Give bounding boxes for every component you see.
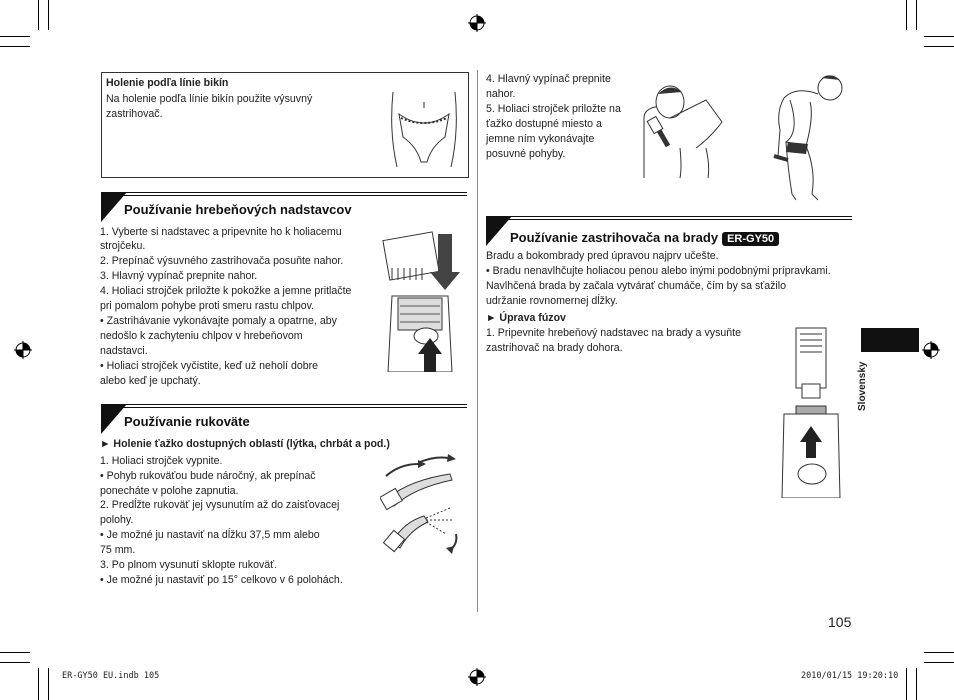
handle-illustration <box>380 452 466 556</box>
back-shaving-illustration <box>640 78 730 178</box>
crop-mark <box>0 652 30 653</box>
crop-mark <box>924 662 954 663</box>
handle-line: 75 mm. <box>100 544 136 556</box>
handle-line: polohy. <box>100 514 134 526</box>
beard-step-line: 1. Pripevnite hrebeňový nadstavec na brady a vysuňte <box>486 327 741 339</box>
comb-line: 3. Hlavný vypínač prepnite nahor. <box>100 270 258 282</box>
registration-mark-icon <box>468 668 486 686</box>
language-label: Slovensky <box>857 361 868 411</box>
crop-mark <box>906 0 907 30</box>
crop-mark <box>916 668 917 700</box>
comb-line: alebo keď je upchatý. <box>100 375 201 387</box>
registration-mark-icon <box>922 341 940 359</box>
right-step-line: ťažko dostupné miesto a <box>486 118 602 130</box>
comb-section-title: Používanie hrebeňových nadstavcov <box>124 202 352 217</box>
handle-line: ponecháte v polohe zapnutia. <box>100 485 239 497</box>
crop-mark <box>916 0 917 30</box>
right-step-line: posuvné pohyby. <box>486 148 566 160</box>
crop-mark <box>38 0 39 30</box>
bikini-text-line: zastrihovač. <box>106 108 163 120</box>
handle-line: 1. Holiaci strojček vypnite. <box>100 455 223 467</box>
crop-mark <box>48 668 49 700</box>
handle-line: • Pohyb rukoväťou bude náročný, ak prepínač <box>100 470 316 482</box>
crop-mark <box>0 46 30 47</box>
crop-mark <box>906 668 907 700</box>
column-divider <box>477 70 478 612</box>
right-step-line: nahor. <box>486 88 516 100</box>
bikini-illustration <box>383 92 465 172</box>
beard-trimmer-illustration <box>780 324 842 498</box>
comb-line: 4. Holiaci strojček priložte k pokožke a jemne pritlačte <box>100 285 352 297</box>
comb-line: nadstavci. <box>100 345 148 357</box>
language-tab <box>861 328 919 352</box>
crop-mark <box>924 36 954 37</box>
right-step-line: 5. Holiaci strojček priložte na <box>486 103 621 115</box>
beard-line: Navlhčená brada by začala vytvárať chumáče, čím by sa sťažilo <box>486 280 786 292</box>
bikini-title: Holenie podľa línie bikín <box>106 77 229 89</box>
beard-section-title <box>510 230 779 246</box>
handle-line: • Je možné ju nastaviť na dĺžku 37,5 mm alebo <box>100 529 320 541</box>
crop-mark <box>48 0 49 30</box>
beard-subheading: ► Úprava fúzov <box>486 312 566 324</box>
beard-line: • Bradu nenavlhčujte holiacou penou alebo inými podobnými prípravkami. <box>486 265 831 277</box>
beard-line: Bradu a bokombrady pred úpravou najprv učešte. <box>486 250 719 262</box>
handle-section-title: Používanie rukoväte <box>124 414 250 429</box>
crop-mark <box>38 668 39 700</box>
comb-line: • Zastrihávanie vykonávajte pomaly a opatrne, aby <box>100 315 337 327</box>
beard-title-text: Používanie zastrihovača na brady <box>510 230 719 245</box>
model-badge: ER-GY50 <box>722 232 779 246</box>
right-step-line: 4. Hlavný vypínač prepnite <box>486 73 611 85</box>
right-step-line: jemne ním vykonávajte <box>486 133 595 145</box>
bikini-text-line: Na holenie podľa línie bikín použite výsuvný <box>106 93 313 105</box>
crop-mark <box>0 662 30 663</box>
footer-datetime: 2010/01/15 19:20:10 <box>801 671 899 681</box>
handle-subheading: ► Holenie ťažko dostupných oblastí (lýtka, chrbát a pod.) <box>100 438 390 450</box>
leg-shaving-illustration <box>766 72 858 204</box>
handle-line: • Je možné ju nastaviť po 15° celkovo v 6 polohách. <box>100 574 343 586</box>
page-number: 105 <box>828 614 852 630</box>
footer-file: ER-GY50 EU.indb 105 <box>62 671 160 681</box>
handle-line: 3. Po plnom vysunutí sklopte rukoväť. <box>100 559 278 571</box>
crop-mark <box>924 46 954 47</box>
comb-line: • Holiaci strojček vyčistite, keď už neholí dobre <box>100 360 319 372</box>
comb-attachment-illustration <box>378 226 466 372</box>
crop-mark <box>924 652 954 653</box>
comb-line: pri pomalom pohybe proti smeru rastu chlpov. <box>100 300 315 312</box>
comb-line: nedošlo k zachyteniu chlpov v hrebeňovom <box>100 330 303 342</box>
beard-line: udržanie rovnomernej dĺžky. <box>486 295 618 307</box>
comb-line: 1. Vyberte si nadstavec a pripevnite ho k holiacemu <box>100 226 342 238</box>
registration-mark-icon <box>468 14 486 32</box>
registration-mark-icon <box>14 341 32 359</box>
handle-line: 2. Predĺžte rukoväť jej vysunutím až do zaisťovacej <box>100 499 340 511</box>
crop-mark <box>0 36 30 37</box>
comb-line: strojčeku. <box>100 240 146 252</box>
comb-line: 2. Prepínač výsuvného zastrihovača posuňte nahor. <box>100 255 344 267</box>
beard-step-line: zastrihovač na brady dohora. <box>486 342 623 354</box>
